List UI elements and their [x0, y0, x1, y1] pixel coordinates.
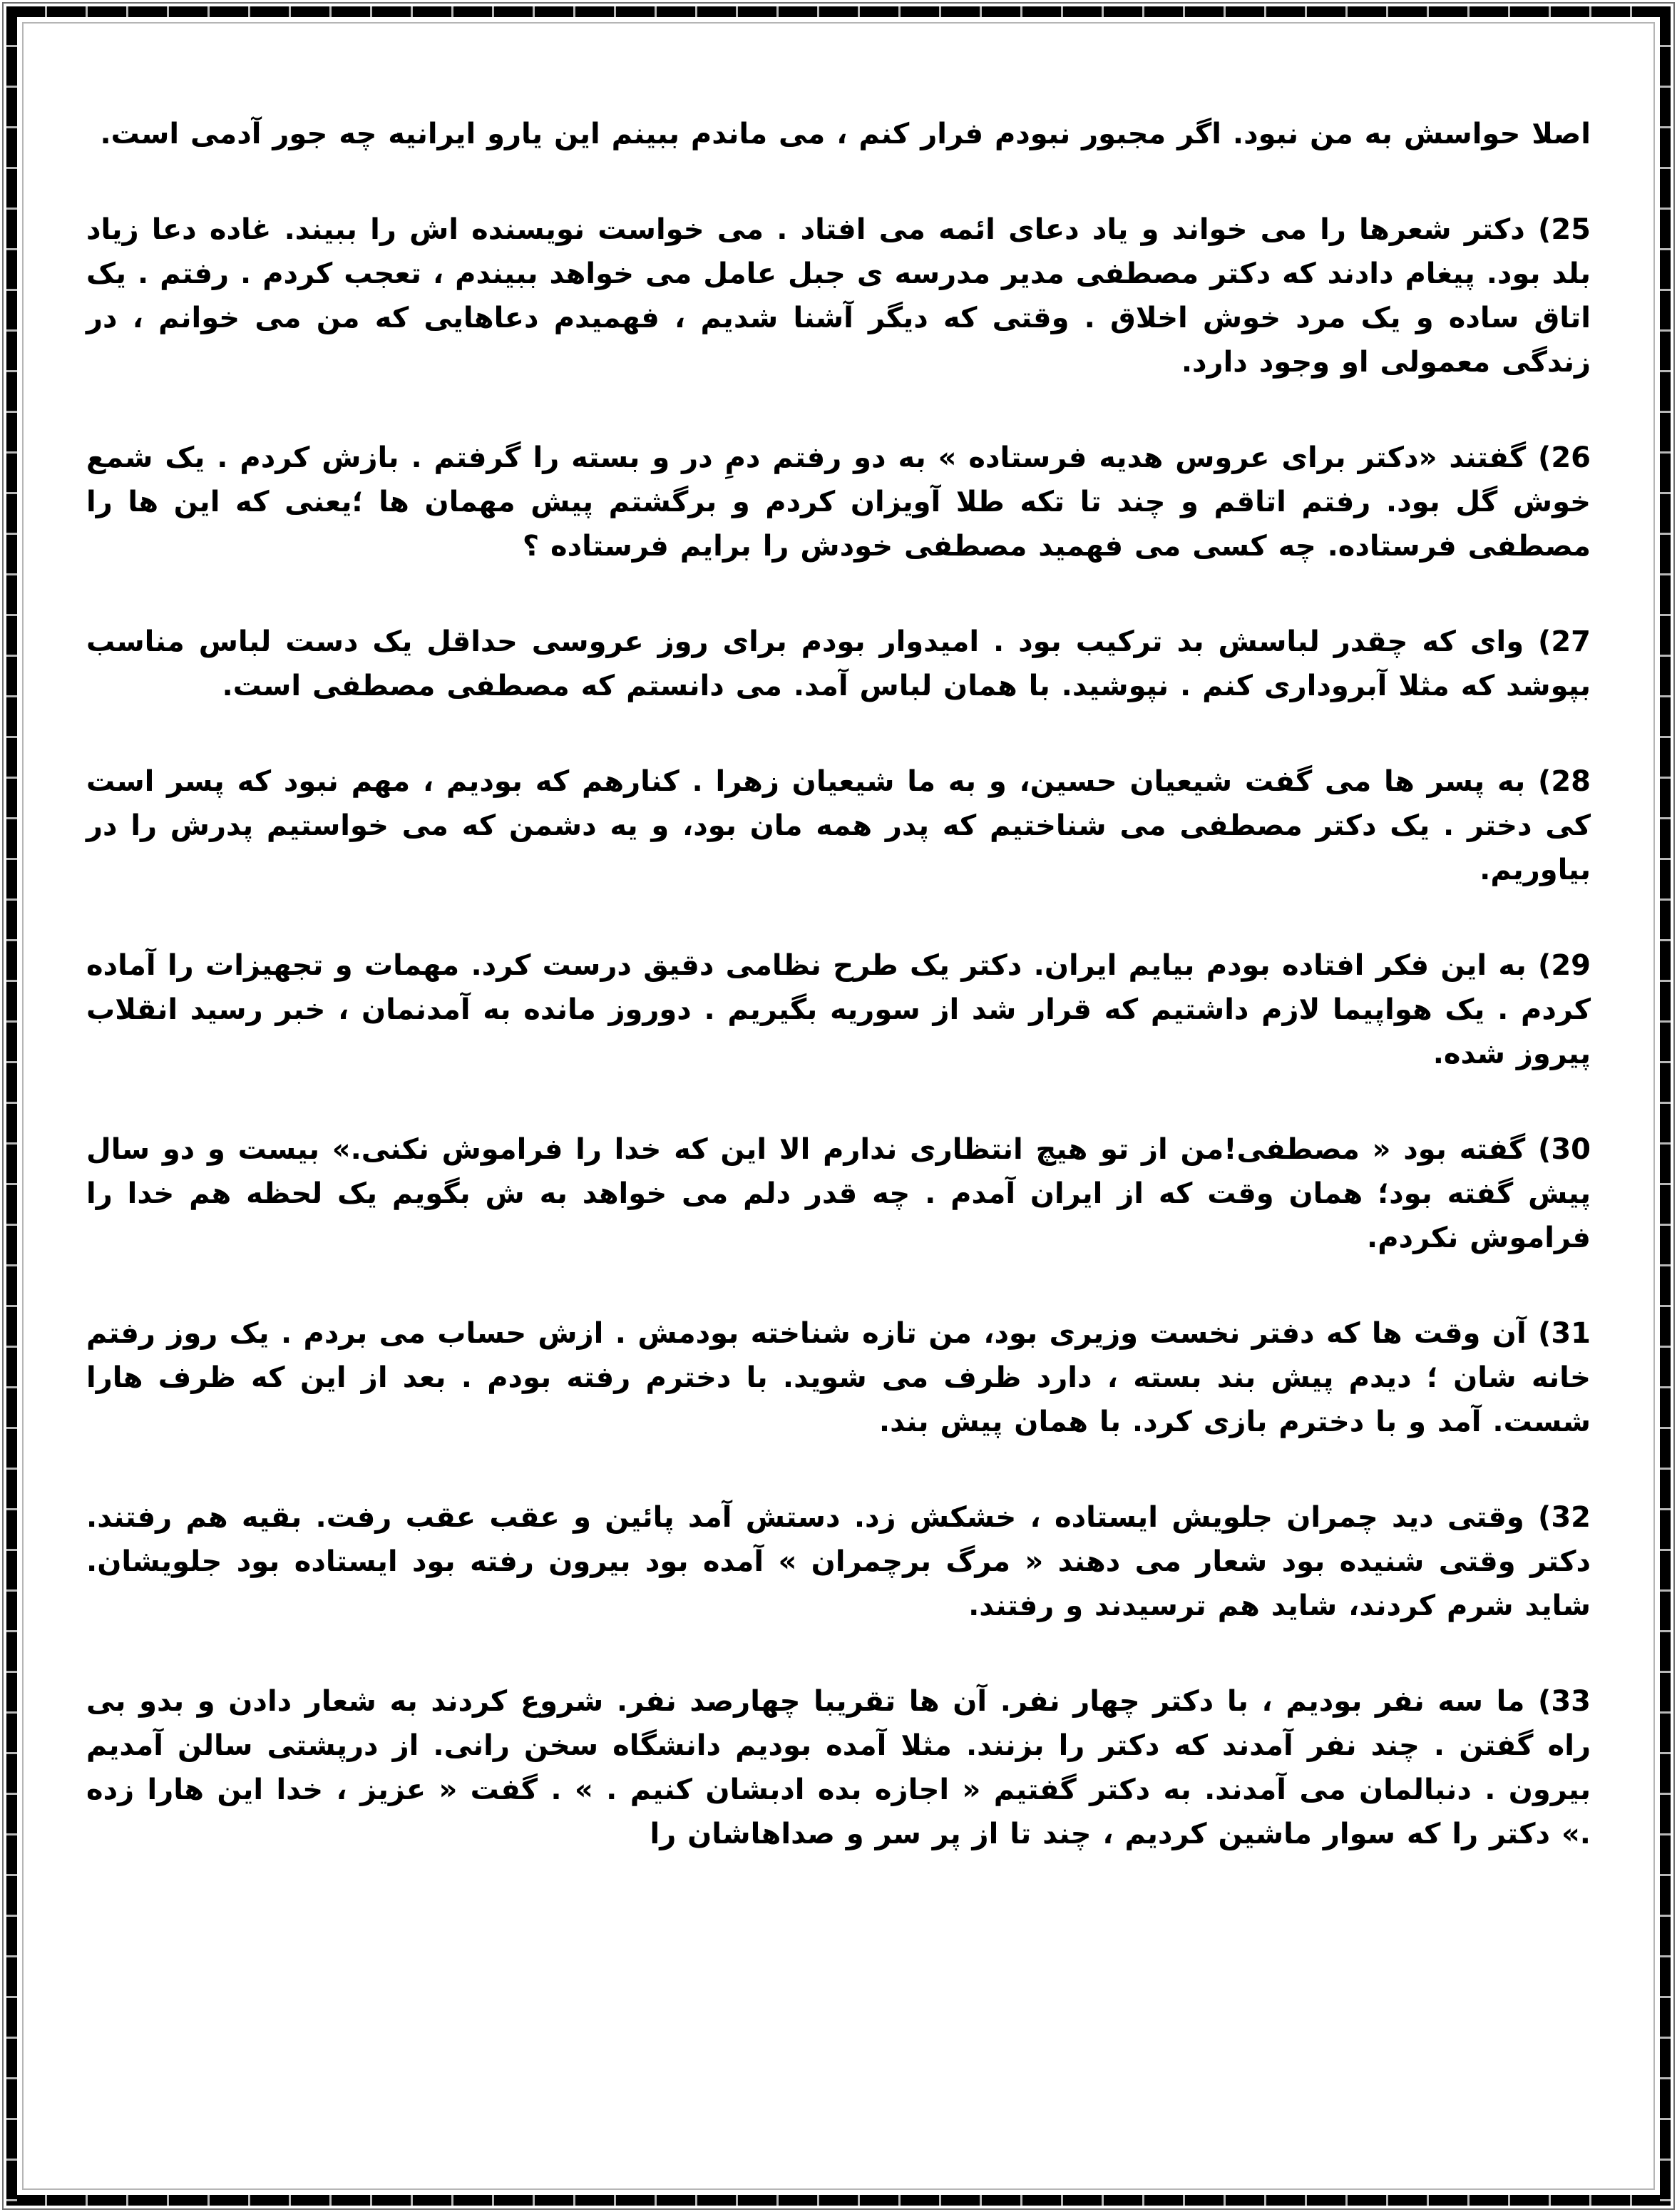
paragraph-28: 28) به پسر ها می گفت شیعیان حسین، و به ما شیعیان زهرا . کنارهم که بودیم ، مهم نبود که پسر است کی دختر . یک دکتر مصطفی می شناختیم که پدر همه مان بود، و یه دشمن که می خواستیم پدرش را در بیاوریم. [86, 765, 1591, 886]
page-border-band-right [1660, 6, 1671, 2206]
paragraph-33: 33) ما سه نفر بودیم ، با دکتر چهار نفر. آن ها تقریبا چهارصد نفر. شروع کردند به شعار دادن و بدو بی راه گفتن . چند نفر آمدند که دکتر را بزنند. مثلا آمده بودیم دانشگاه سخن رانی. از درپشتی سالن آمدیم بیرون . دنبالمان می آمدند. به دکتر گفتیم « اجازه بده ادبشان کنیم . » . گفت « عزیز ، خدا این هارا زده .» دکتر را که سوار ماشین کردیم ، چند تا از پر سر و صداهاشان را [86, 1685, 1591, 1850]
paragraph-26: 26) گفتند «دکتر برای عروس هدیه فرستاده » به دو رفتم دمِ در و بسته را گرفتم . بازش کردم . یک شمع خوش گل بود. رفتم اتاقم و چند تا تکه طلا آویزان کردم و برگشتم پیش مهمان ها ؛یعنی که این ها را مصطفی فرستاده. چه کسی می فهمید مصطفی خودش را برایم فرستاده ؟ [86, 441, 1591, 563]
document-body [25, 25, 1652, 2187]
page-border-band-left [6, 6, 17, 2206]
paragraph-32: 32) وقتی دید چمران جلویش ایستاده ، خشکش زد. دستش آمد پائین و عقب عقب رفت. بقیه هم رفتند. دکتر وقتی شنیده بود شعار می دهند « مرگ برچمران » آمده بود بیرون رفته بود ایستاده بود جلویشان. شاید شرم کردند، شاید هم ترسیدند و رفتند. [86, 1501, 1591, 1622]
paragraph-25: 25) دکتر شعرها را می خواند و یاد دعای ائمه می افتاد . می خواست نویسنده اش را ببیند. غاده دعا زیاد بلد بود. پیغام دادند که دکتر مصطفی مدیر مدرسه ی جبل عامل می خواهد ببیندم ، تعجب کردم . رفتم . یک اتاق ساده و یک مرد خوش اخلاق . وقتی که دیگر آشنا شدیم ، فهمیدم دعاهایی که من می خوانم ، در زندگی معمولی او وجود دارد. [86, 213, 1591, 379]
paragraph-intro: اصلا حواسش به من نبود. اگر مجبور نبودم فرار کنم ، می ماندم ببینم این یارو ایرانیه چه جور آدمی است. [100, 118, 1591, 150]
paragraph-31: 31) آن وقت ها که دفتر نخست وزیری بود، من تازه شناخته بودمش . ازش حساب می بردم . یک روز رفتم خانه شان ؛ دیدم پیش بند بسته ، دارد ظرف می شوید. با دخترم رفته بودم . بعد از این که ظرف هارا شست. آمد و با دخترم بازی کرد. با همان پیش بند. [86, 1317, 1591, 1438]
paragraph-27: 27) وای که چقدر لباسش بد ترکیب بود . امیدوار بودم برای روز عروسی حداقل یک دست لباس مناسب بپوشد که مثلا آبروداری کنم . نپوشید. با همان لباس آمد. می دانستم که مصطفی مصطفی است. [86, 625, 1591, 702]
page-border-band-bottom [6, 2195, 1671, 2206]
paragraph-30: 30) گفته بود « مصطفی!من از تو هیچ انتظاری ندارم الا این که خدا را فراموش نکنی.» بیست و دو سال پیش گفته بود؛ همان وقت که از ایران آمدم . چه قدر دلم می خواهد به ش بگویم یک لحظه هم خدا را فراموش نکردم. [86, 1133, 1591, 1254]
page-border-band-top [6, 6, 1671, 17]
paragraph-29: 29) به این فکر افتاده بودم بیایم ایران. دکتر یک طرح نظامی دقیق درست کرد. مهمات و تجهیزات را آماده کردم . یک هواپیما لازم داشتیم که قرار شد از سوریه بگیریم . دوروز مانده به آمدنمان ، خبر رسید انقلاب پیروز شده. [86, 949, 1591, 1070]
